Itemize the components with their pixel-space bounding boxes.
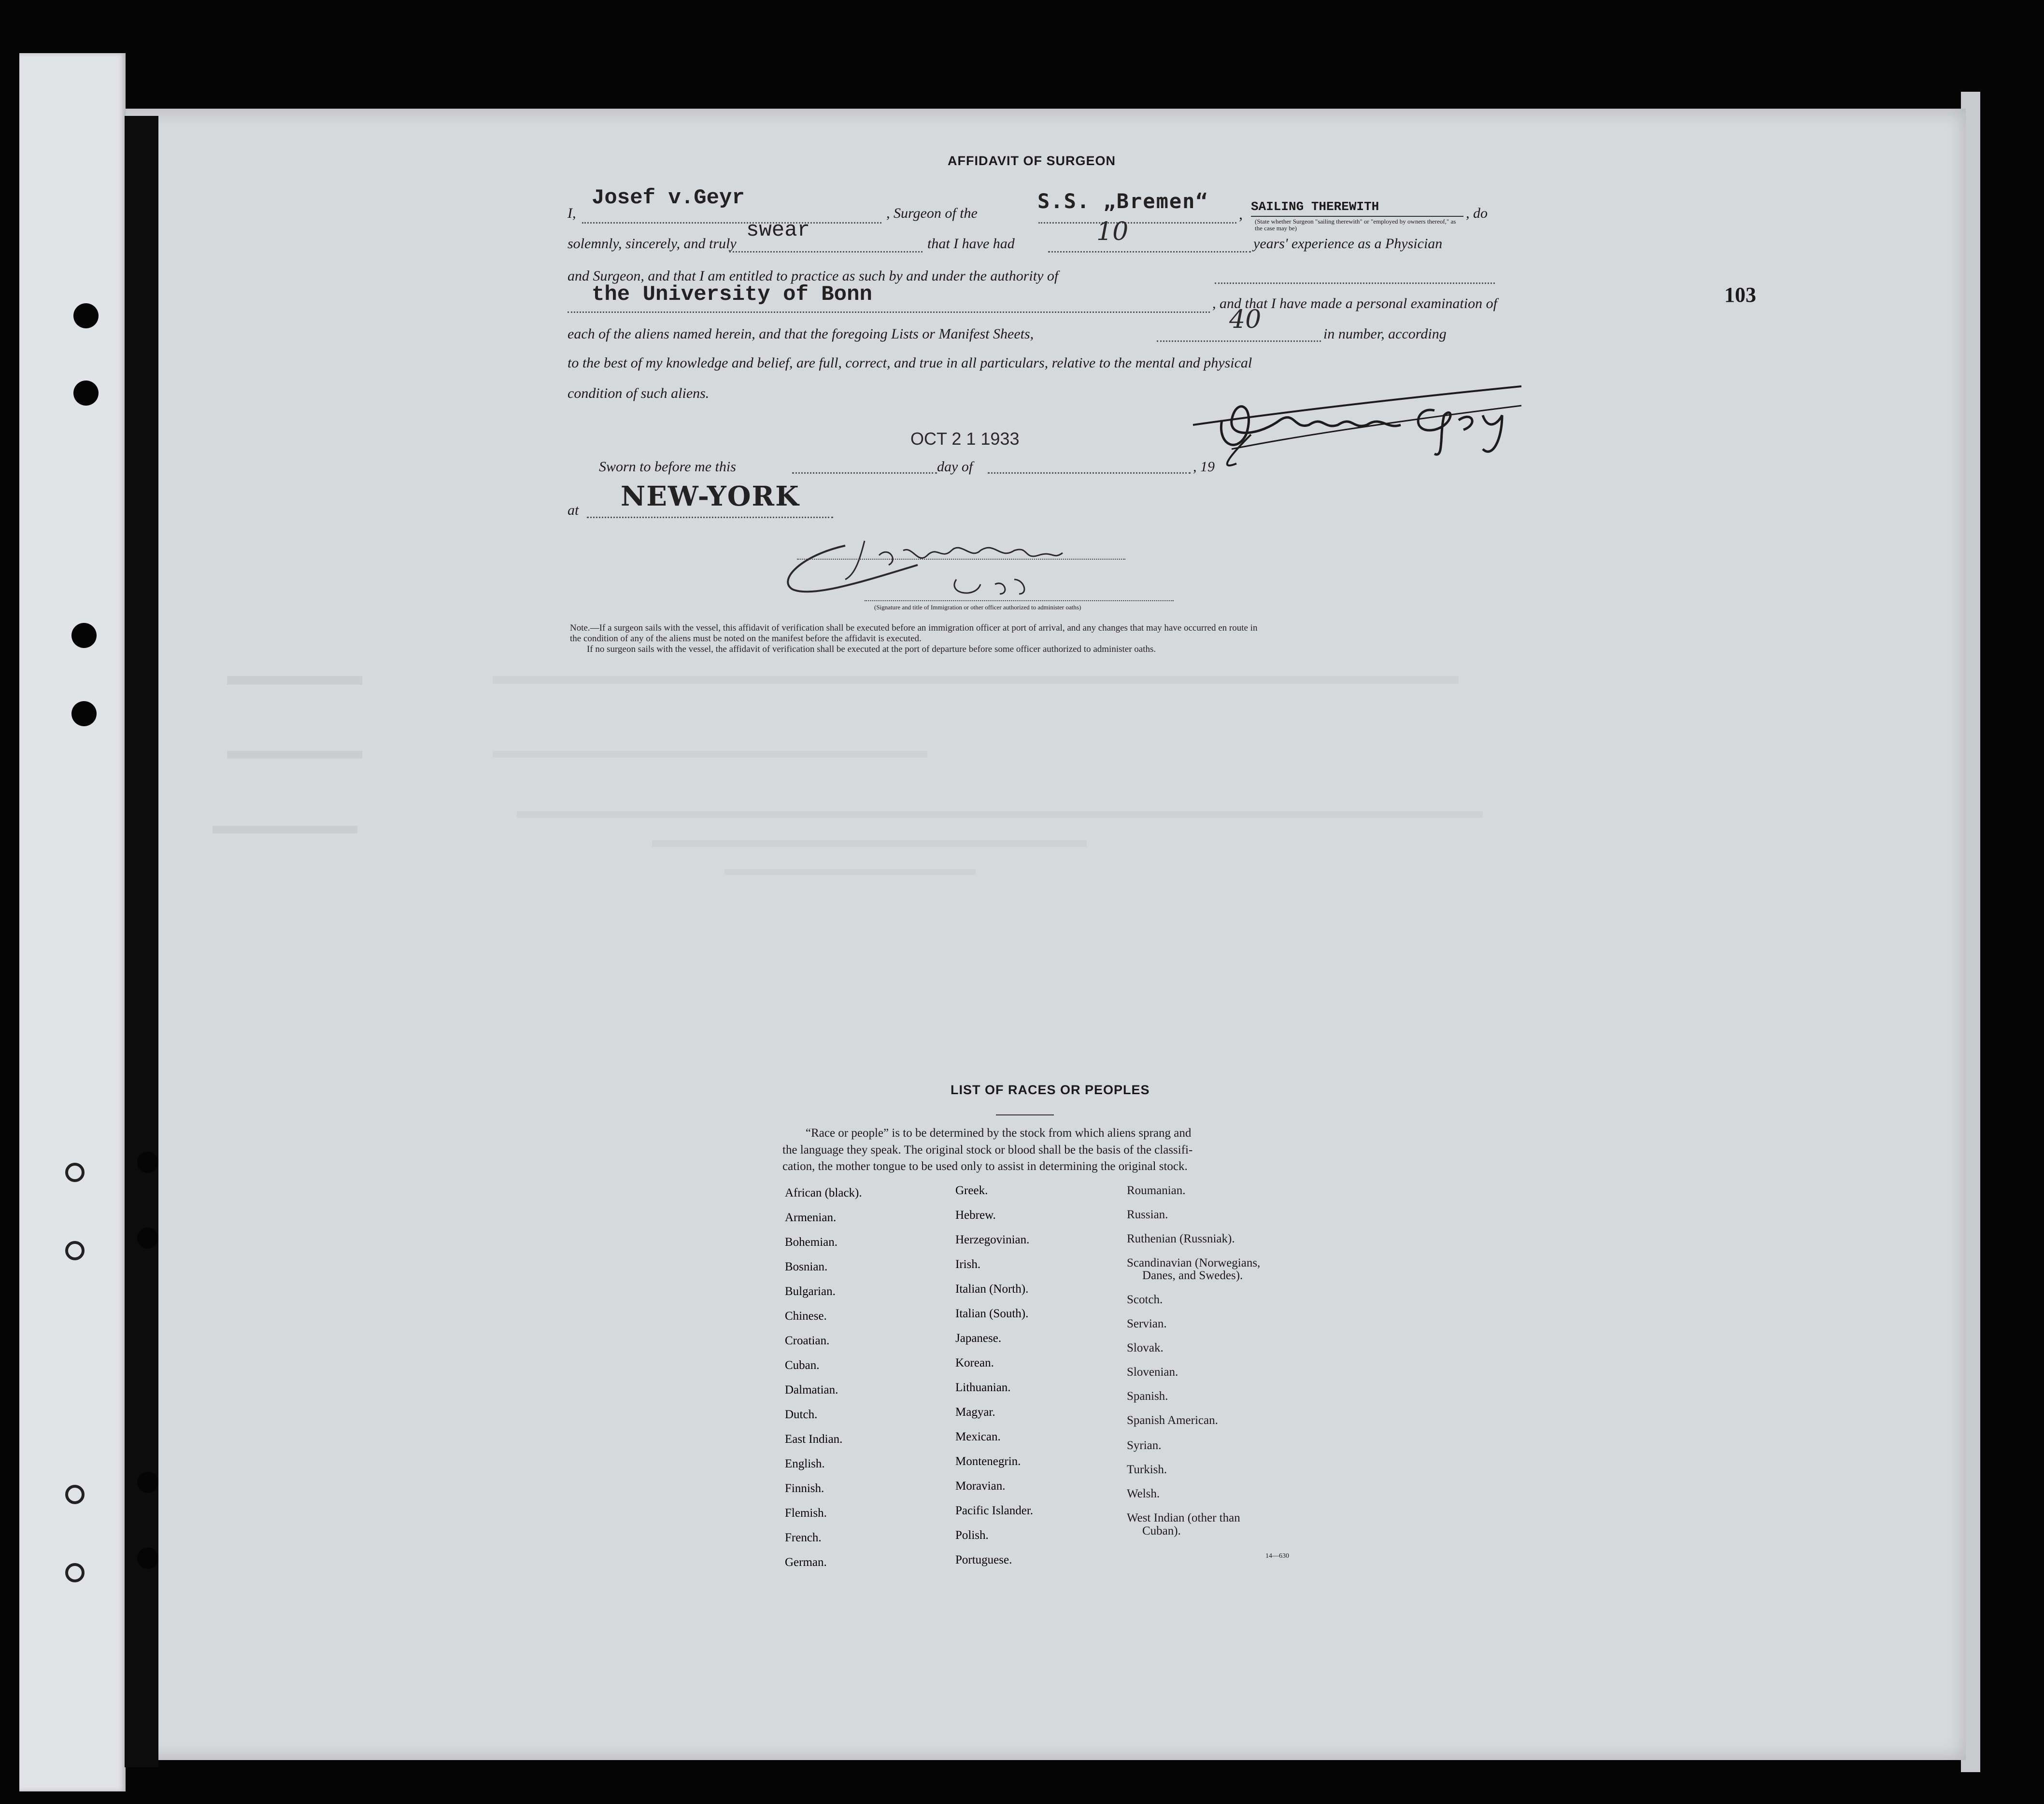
bleed-through (493, 676, 1459, 684)
fill-line (797, 559, 1125, 560)
race-item: Finnish. (785, 1482, 824, 1495)
race-item: Bohemian. (785, 1236, 838, 1249)
race-item: Lithuanian. (955, 1381, 1011, 1394)
race-item: Slovenian. (1127, 1366, 1178, 1379)
punch-hole (137, 1152, 158, 1173)
race-item: Scandinavian (Norwegians, (1127, 1256, 1261, 1269)
had-label: that I have had (927, 236, 1015, 252)
sheets-value: 40 (1229, 305, 1262, 334)
affidavit-line6: to the best of my knowledge and belief, are full, correct, and true in all particulars, relative to the mental and physical (568, 355, 1252, 371)
race-item: Japanese. (955, 1332, 1002, 1345)
surgeon-of-label: , Surgeon of the (886, 205, 978, 221)
race-item: East Indian. (785, 1433, 843, 1446)
page-number: 103 (1724, 283, 1756, 307)
race-item: French. (785, 1531, 822, 1544)
affidavit-title: AFFIDAVIT OF SURGEON (948, 154, 1116, 168)
race-item: Moravian. (955, 1480, 1006, 1493)
date-stamp: OCT 2 1 1933 (910, 429, 1020, 449)
races-intro3: cation, the mother tongue to be used only to assist in determining the original stock. (782, 1160, 1188, 1173)
races-intro1: “Race or people” is to be determined by the stock from which aliens sprang and (806, 1127, 1192, 1140)
sailing-note: (State whether Surgeon "sailing therewith" or "employed by owners thereof," as the case may be) (1255, 218, 1456, 232)
number-label: in number, according (1323, 326, 1447, 342)
note-line3: If no surgeon sails with the vessel, the affidavit of verification shall be executed at the port of departure before some officer authorized to administer oaths. (587, 644, 1156, 654)
fill-line (1215, 282, 1495, 284)
fill-line (865, 600, 1174, 601)
race-item: Italian (South). (955, 1307, 1029, 1320)
fill-line (1157, 340, 1321, 342)
race-item: Flemish. (785, 1507, 827, 1520)
vessel-name: S.S. „Bremen“ (1037, 189, 1209, 213)
experience-label: years' experience as a Physician (1253, 236, 1443, 252)
race-item: Spanish. (1127, 1390, 1168, 1403)
fill-line (1038, 222, 1236, 224)
race-item: Spanish American. (1127, 1414, 1218, 1427)
punch-ring (65, 1163, 85, 1182)
race-item: Portuguese. (955, 1553, 1012, 1566)
bleed-through (724, 869, 976, 875)
bleed-through (227, 751, 362, 759)
race-item: Cuban. (785, 1359, 820, 1372)
officer-signature (773, 526, 1140, 608)
race-item: Slovak. (1127, 1341, 1164, 1354)
race-item: Polish. (955, 1529, 989, 1542)
i-label: I, (568, 205, 576, 221)
punch-ring (65, 1563, 85, 1582)
race-item: Russian. (1127, 1208, 1168, 1221)
fill-line (729, 251, 923, 253)
race-item: Dalmatian. (785, 1383, 838, 1396)
affidavit-line7: condition of such aliens. (568, 385, 710, 401)
examination-label: , and that I have made a personal examination of (1212, 296, 1497, 311)
race-item: Armenian. (785, 1211, 837, 1224)
race-item: Scotch. (1127, 1293, 1163, 1306)
race-item: Servian. (1127, 1317, 1167, 1330)
fill-line (587, 517, 833, 518)
binding-strip (19, 53, 126, 1791)
form-code: 14—630 (1265, 1552, 1289, 1560)
sworn-label: Sworn to before me this (599, 459, 736, 475)
fill-line (792, 472, 937, 474)
punch-hole (71, 623, 97, 648)
comma: , (1239, 205, 1243, 223)
binding-shadow (125, 116, 158, 1767)
race-item: English. (785, 1457, 825, 1470)
race-item: Mexican. (955, 1430, 1001, 1443)
race-item: Dutch. (785, 1408, 818, 1421)
surgeon-name: Josef v.Geyr (592, 186, 745, 210)
race-item: German. (785, 1556, 827, 1569)
race-item: Herzegovinian. (955, 1233, 1030, 1246)
bleed-through (227, 676, 362, 685)
races-column-2 (955, 1178, 1033, 1572)
race-item: Chinese. (785, 1310, 827, 1323)
fill-line (582, 222, 881, 224)
authority-value: the University of Bonn (592, 282, 872, 307)
fill-line (1251, 216, 1463, 217)
race-item: African (black). (785, 1186, 862, 1199)
surgeon-signature (1183, 377, 1550, 473)
race-item: Turkish. (1127, 1463, 1167, 1476)
at-label: at (568, 502, 579, 518)
race-item: Hebrew. (955, 1209, 996, 1222)
punch-hole (137, 1472, 158, 1493)
oath-word: swear (746, 218, 810, 242)
race-item: Roumanian. (1127, 1184, 1186, 1197)
race-item: Croatian. (785, 1334, 830, 1347)
signature-caption: (Signature and title of Immigration or other officer authorized to administer oaths) (874, 604, 1081, 611)
race-item: Bosnian. (785, 1260, 828, 1273)
punch-hole (137, 1548, 158, 1569)
fill-line (1048, 251, 1251, 253)
race-item: Syrian. (1127, 1439, 1162, 1452)
punch-hole (73, 381, 99, 406)
note-line2: the condition of any of the aliens must be noted on the manifest before the affidavit is executed. (570, 634, 922, 644)
title-rule (996, 1114, 1054, 1115)
race-item: West Indian (other than (1127, 1511, 1240, 1524)
bleed-through (493, 751, 927, 758)
note-line1: Note.—If a surgeon sails with the vessel, this affidavit of verification shall be executed before an immigration officer at port of arrival, and any changes that may have occurred en route in (570, 623, 1258, 633)
place-stamp: NEW-YORK (621, 480, 800, 512)
bleed-through (652, 840, 1087, 847)
punch-hole (71, 701, 97, 726)
solemnly-label: solemnly, sincerely, and truly (568, 236, 737, 252)
year-prefix: , 19 (1193, 459, 1215, 475)
race-item: Danes, and Swedes). (1142, 1269, 1243, 1282)
race-item: Greek. (955, 1184, 988, 1197)
sailing-value: SAILING THEREWITH (1251, 199, 1379, 214)
bleed-through (213, 826, 357, 833)
day-label: day of (937, 459, 973, 475)
authority-text: and Surgeon, and that I am entitled to practice as such by and under the authority of (568, 268, 1059, 284)
fill-line (988, 472, 1191, 474)
race-item: Irish. (955, 1258, 981, 1271)
race-item: Magyar. (955, 1406, 995, 1419)
race-item: Korean. (955, 1356, 994, 1369)
races-title: LIST OF RACES OR PEOPLES (951, 1083, 1150, 1097)
years-value: 10 (1096, 217, 1129, 246)
do-label: , do (1466, 205, 1488, 221)
punch-ring (65, 1241, 85, 1260)
race-item: Ruthenian (Russniak). (1127, 1232, 1235, 1245)
race-item: Pacific Islander. (955, 1504, 1034, 1517)
punch-ring (65, 1485, 85, 1504)
race-item: Bulgarian. (785, 1285, 836, 1298)
races-intro2: the language they speak. The original stock or blood shall be the basis of the classifi- (782, 1143, 1193, 1156)
fill-line (568, 311, 1210, 313)
race-item: Italian (North). (955, 1283, 1029, 1296)
race-item: Welsh. (1127, 1487, 1160, 1500)
punch-hole (137, 1227, 158, 1249)
aliens-label: each of the aliens named herein, and that the foregoing Lists or Manifest Sheets, (568, 326, 1034, 342)
race-item: Cuban). (1142, 1524, 1181, 1537)
punch-hole (73, 303, 99, 328)
race-item: Montenegrin. (955, 1455, 1021, 1468)
races-column-1 (785, 1181, 862, 1575)
bleed-through (517, 811, 1483, 818)
